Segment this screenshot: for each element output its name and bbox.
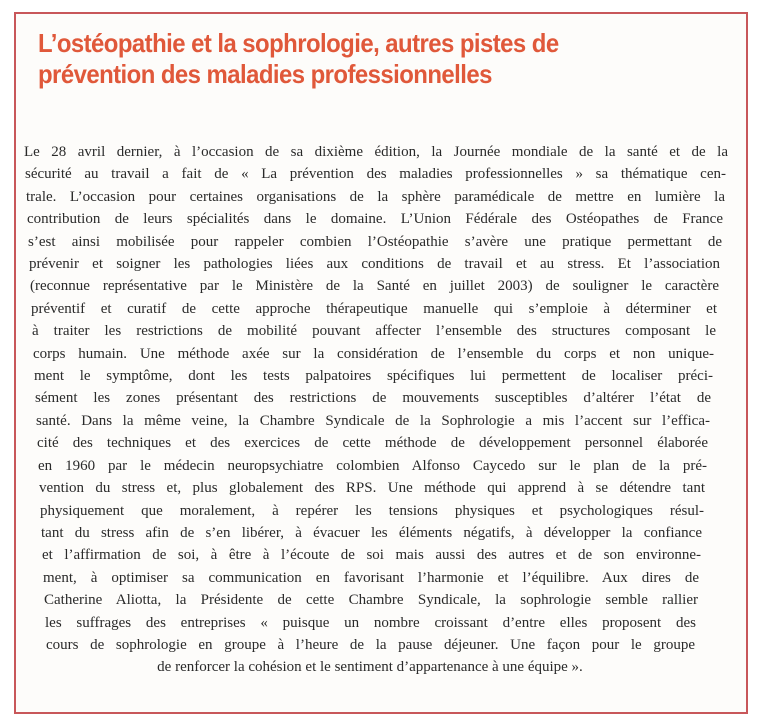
body-line: cours de sophrologie en groupe à l’heure de la pause déjeuner. Une façon pour le groupe [46,636,695,653]
body-line: en 1960 par le médecin neuropsychiatre colombien Alfonso Caycedo sur le plan de la pré- [38,457,707,474]
body-line: sécurité au travail a fait de « La prévention des maladies professionnelles » sa thématique cen- [25,166,726,183]
title-line-2: prévention des maladies professionnelles [38,59,492,89]
body-line: contribution de leurs spécialités dans le domaine. L’Union Fédérale des Ostéopathes de France [27,211,723,228]
body-line: physiquement que moralement, à repérer les tensions physiques et psychologiques résul- [40,502,704,519]
body-line: trale. L’occasion pour certaines organisations de la sphère paramédicale de mettre en lumière la [26,188,725,205]
body-line: s’est ainsi mobilisée pour rappeler combien l’Ostéopathie s’avère une pratique permettant de [28,233,722,250]
body-line: préventif et curatif de cette approche thérapeutique manuelle qui s’emploie à déterminer et [31,300,717,317]
body-line: cité des techniques et des exercices de cette méthode de développement personnel élaborée [37,435,708,452]
article-title [38,28,682,90]
body-line: corps humain. Une méthode axée sur la considération de l’ensemble du corps et non unique- [33,345,714,362]
body-line: ment, à optimiser sa communication en favorisant l’harmonie et l’équilibre. Aux dires de [43,569,699,586]
body-line: sément les zones présentant des restrictions de mouvements susceptibles d’altérer l’état de [35,390,711,407]
body-line: les suffrages des entreprises « puisque un nombre croissant d’entre elles proposent des [45,614,696,631]
body-line: ment le symptôme, dont les tests palpatoires spécifiques lui permettent de localiser préci- [34,368,713,385]
body-line: prévenir et soigner les pathologies liées aux conditions de travail et au stress. Et l’association [29,256,720,273]
body-line: Catherine Aliotta, la Présidente de cette Chambre Syndicale, la sophrologie semble rallier [44,592,698,609]
body-line: (reconnue représentative par le Ministère de la Santé en juillet 2003) de souligner le caractère [30,278,719,295]
body-line: Le 28 avril dernier, à l’occasion de sa dixième édition, la Journée mondiale de la santé et de la [24,144,728,160]
body-line: vention du stress et, plus globalement des RPS. Une méthode qui apprend à se détendre tant [39,480,705,497]
body-line: santé. Dans la même veine, la Chambre Syndicale de la Sophrologie a mis l’accent sur l’effica- [36,412,710,429]
body-line-last: de renforcer la cohésion et le sentiment d’appartenance à une équipe ». [157,659,583,676]
body-line: et l’affirmation de soi, à être à l’écoute de soi mais aussi des autres et de son environne- [42,547,701,564]
article-body [24,141,736,679]
body-line: tant du stress afin de s’en libérer, à évacuer les éléments négatifs, à développer la confiance [41,524,702,541]
body-line: à traiter les restrictions de mobilité pouvant affecter l’ensemble des structures composant le [32,323,716,340]
title-line-1: L’ostéopathie et la sophrologie, autres pistes de [38,28,559,58]
